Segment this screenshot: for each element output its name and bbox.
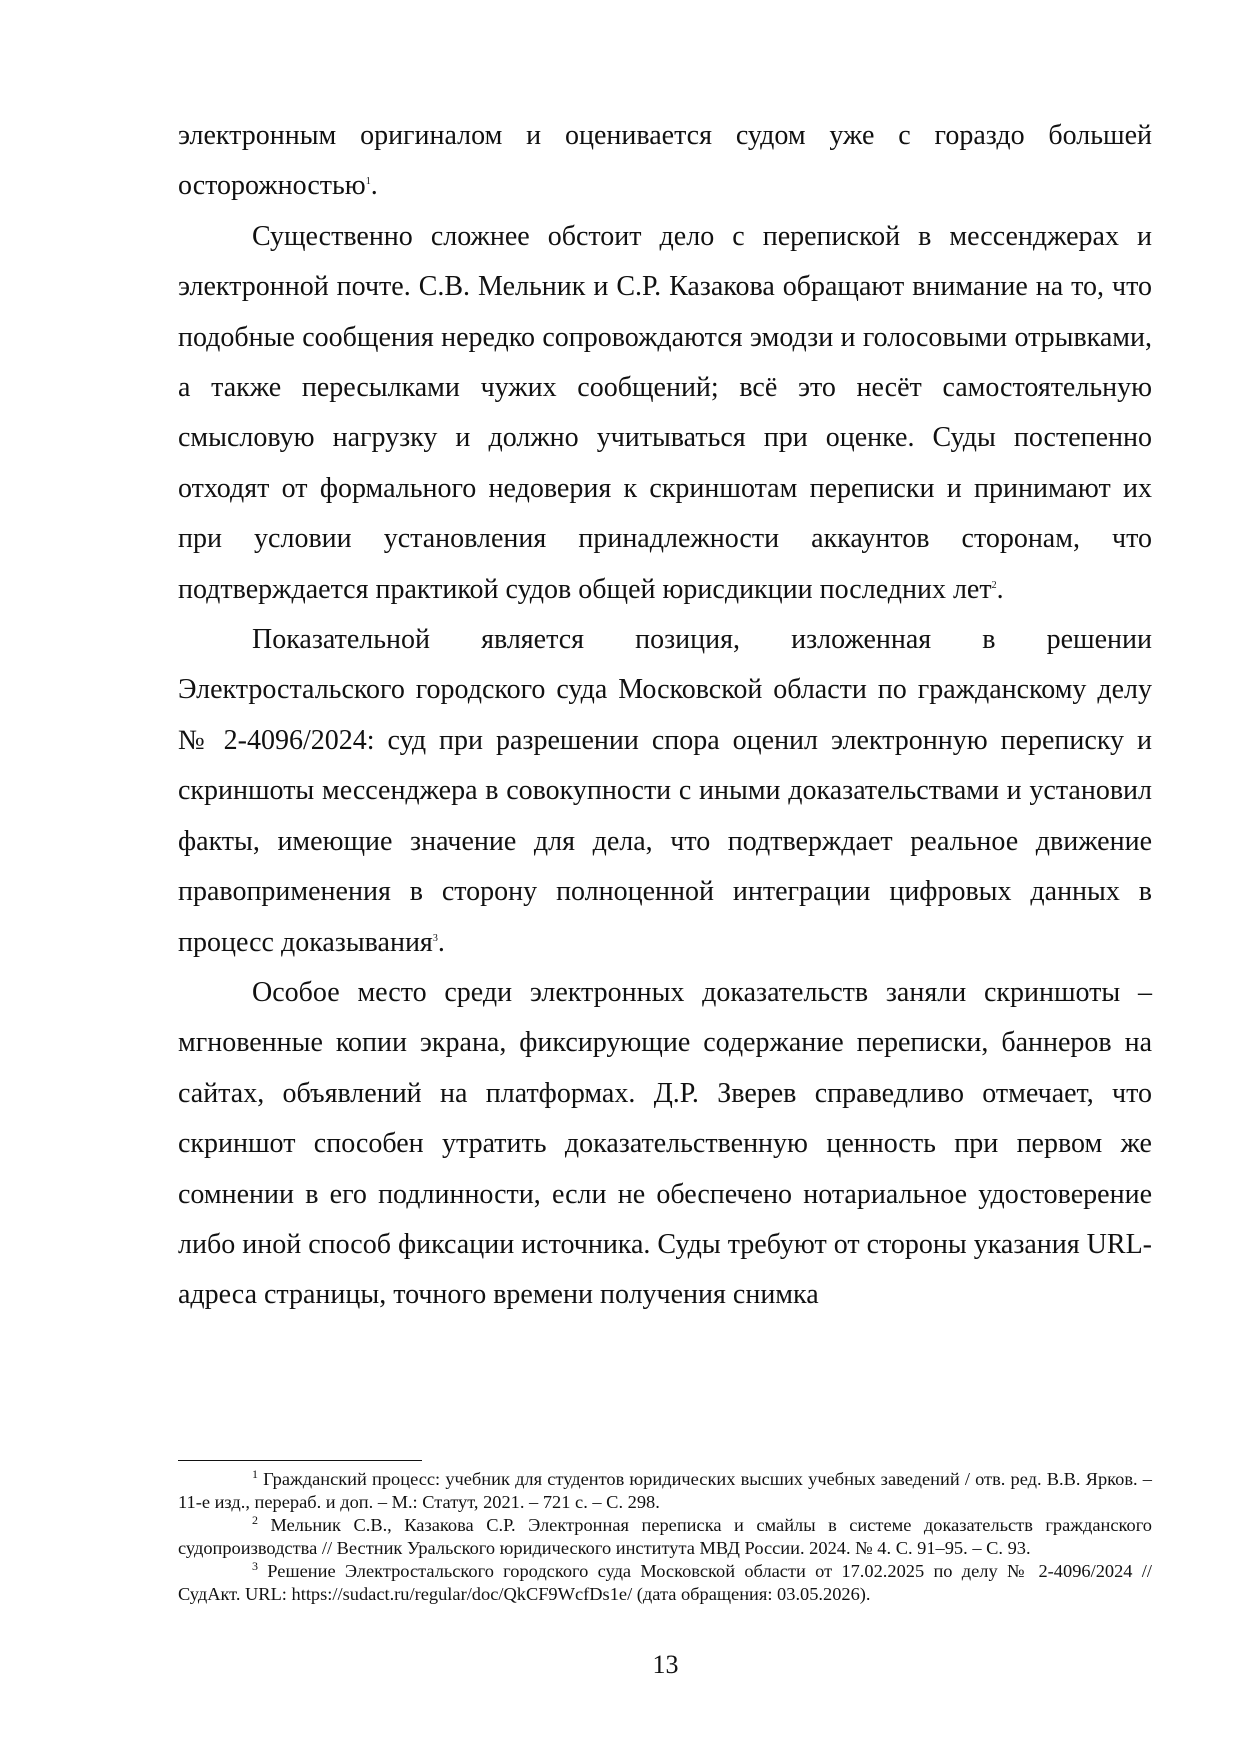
footnote-1-text: Гражданский процесс: учебник для студентов юридических высших учебных заведений / отв. ред. В.В. Ярков. – 11-е изд., перераб. и доп. – М.: Статут, 2021. – 721 с. – С. 298. (178, 1469, 1152, 1512)
main-text (178, 111, 1152, 1321)
footnote-ref-3[interactable]: 3 (432, 932, 438, 944)
footnote-2 (178, 1514, 1152, 1560)
paragraph-4 (178, 968, 1152, 1321)
paragraph-2 (178, 212, 1152, 615)
footnote-separator (178, 1460, 422, 1461)
paragraph-1-text: электронным оригиналом и оценивается судом уже с гораздо большей осторожностью (178, 120, 1152, 202)
page-number: 13 (652, 1650, 679, 1679)
footnote-ref-2[interactable]: 2 (991, 579, 997, 591)
footnote-3-number: 3 (252, 1559, 258, 1573)
footnote-2-number: 2 (252, 1513, 258, 1527)
paragraph-3-text: Показательной является позиция, изложенная в решении Электростальского городского суда Московской области по гражданскому делу № 2-4096/2024: суд при разрешении спора оценил электронную переписку и скриншоты мессенджера в совокупности с иными доказательствами и установил факты, имеющие значение для дела, что подтверждает реальное движение правоприменения в сторону полноценной интеграции цифровых данных в процесс доказывания (178, 624, 1152, 958)
footnote-3-text[interactable]: Решение Электростальского городского суда Московской области от 17.02.2025 по делу № 2-4096/2024 // СудАкт. URL: https://sudact.ru/regular/doc/QkCF9WcfDs1e/ (дата обращения: 03.05.2026). (178, 1561, 1152, 1604)
paragraph-1 (178, 111, 1152, 212)
paragraph-1-end: . (370, 170, 378, 202)
paragraph-3 (178, 615, 1152, 968)
paragraph-4-text: Особое место среди электронных доказательств заняли скриншоты – мгновенные копии экрана, фиксирующие содержание переписки, баннеров на сайтах, объявлений на платформах. Д.Р. Зверев справедливо отмечает, что скриншот способен утратить доказательственную ценность при первом же сомнении в его подлинности, если не обеспечено нотариальное удостоверение либо иной способ фиксации источника. Суды требуют от стороны указания URL-адреса страницы, точного времени получения снимка (178, 976, 1152, 1311)
footnote-1 (178, 1468, 1152, 1514)
paragraph-3-end: . (437, 926, 445, 958)
footnotes (178, 1468, 1152, 1606)
footnote-2-text: Мельник С.В., Казакова С.Р. Электронная переписка и смайлы в системе доказательств гражданского судопроизводства // Вестник Уральского юридического института МВД России. 2024. № 4. С. 91–95. – С. 93. (178, 1515, 1152, 1558)
paragraph-2-end: . (996, 573, 1004, 605)
footnote-ref-1[interactable]: 1 (365, 176, 371, 188)
footnote-3 (178, 1560, 1152, 1606)
footnote-1-number: 1 (252, 1467, 258, 1481)
paragraph-2-text: Существенно сложнее обстоит дело с перепиской в мессенджерах и электронной почте. С.В. Мельник и С.Р. Казакова обращают внимание на то, что подобные сообщения нередко сопровождаются эмодзи и голосовыми отрывками, а также пересылками чужих сообщений; всё это несёт самостоятельную смысловую нагрузку и должно учитываться при оценке. Суды постепенно отходят от формального недоверия к скриншотам переписки и принимают их при условии установления принадлежности аккаунтов сторонам, что подтверждается практикой судов общей юрисдикции последних лет (178, 220, 1152, 605)
